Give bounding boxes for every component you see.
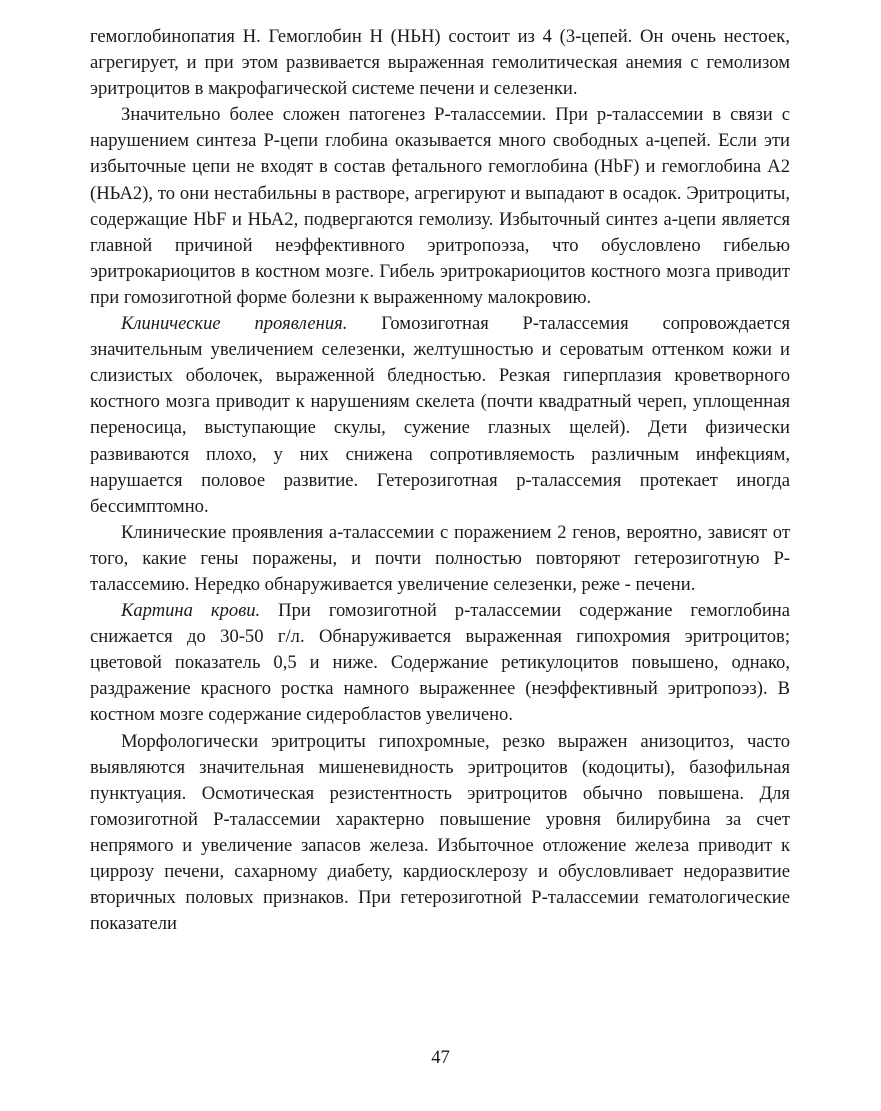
paragraph-text: Клинические проявления а-талассемии с поражением 2 генов, вероятно, зависят от того, какие гены поражены, и почти полностью повторяют гетерозиготную Р-талассемию. Нередко обнаруживается увеличение селезенки, реже - печени. bbox=[90, 521, 790, 595]
page-body bbox=[90, 24, 790, 937]
paragraph-1 bbox=[90, 24, 790, 102]
paragraph-text: Значительно более сложен патогенез Р-талассемии. При р-талассемии в связи с нарушением синтеза Р-цепи глобина оказывается много свободных а-цепей. Если эти избыточные цепи не входят в состав фетального гемоглобина (HbF) и гемоглобина А2 (НЬА2), то они нестабильны в растворе, агрегируют и выпадают в осадок. Эритроциты, содержащие HbF и НЬА2, подвергаются гемолизу. Избыточный синтез а-цепи является главной причиной неэффективного эритропоэза, что обусловлено гибелью эритрокариоцитов в костном мозге. Гибель эритрокариоцитов костного мозга приводит при гомозиготной форме болезни к выраженному малокровию. bbox=[90, 104, 790, 308]
page-number: 47 bbox=[431, 1047, 450, 1068]
paragraph-text: При гомозиготной р-талассемии содержание гемоглобина снижается до 30-50 г/л. Обнаруживается выраженная гипохромия эритроцитов; цветовой показатель 0,5 и ниже. Содержание ретикулоцитов повышено, однако, раздражение красного ростка намного выраженнее (неэффективный эритропоэз). В костном мозге содержание сидеробластов увеличено. bbox=[90, 600, 790, 726]
paragraph-text: Гомозиготная Р-талассемия сопровождается значительным увеличением селезенки, желтушностью и сероватым оттенком кожи и слизистых оболочек, выраженной бледностью. Резкая гиперплазия кроветворного костного мозга приводит к нарушениям скелета (почти квадратный череп, уплощенная переносица, выступающие скулы, сужение глазных щелей). Дети физически развиваются плохо, у них снижена сопротивляемость различным инфекциям, нарушается половое развитие. Гетерозиготная р-талассемия протекает иногда бессимптомно. bbox=[90, 313, 790, 517]
paragraph-text: гемоглобинопатия Н. Гемоглобин Н (НЬН) состоит из 4 (3-цепей. Он очень нестоек, агрегирует, и при этом развивается выраженная гемолитическая анемия с гемолизом эритроцитов в макрофагической системе печени и селезенки. bbox=[90, 26, 790, 100]
paragraph-text: Морфологически эритроциты гипохромные, резко выражен анизоцитоз, часто выявляются значительная мишеневидность эритроцитов (кодоциты), базофильная пунктуация. Осмотическая резистентность эритроцитов обычно повышена. Для гомозиготной Р-талассемии характерно повышение уровня билирубина за счет непрямого и увеличение запасов железа. Избыточное отложение железа приводит к циррозу печени, сахарному диабету, кардиосклерозу и обусловливает недоразвитие вторичных половых признаков. При гетерозиготной Р-талассемии гематологические показатели bbox=[90, 730, 790, 935]
paragraph-3 bbox=[90, 311, 790, 520]
paragraph-2 bbox=[90, 102, 790, 311]
paragraph-4 bbox=[90, 520, 790, 598]
paragraph-lead-heading: Клинические проявления. bbox=[121, 313, 348, 335]
paragraph-lead-heading: Картина крови. bbox=[121, 600, 261, 622]
paragraph-6 bbox=[90, 729, 790, 938]
paragraph-5 bbox=[90, 598, 790, 728]
